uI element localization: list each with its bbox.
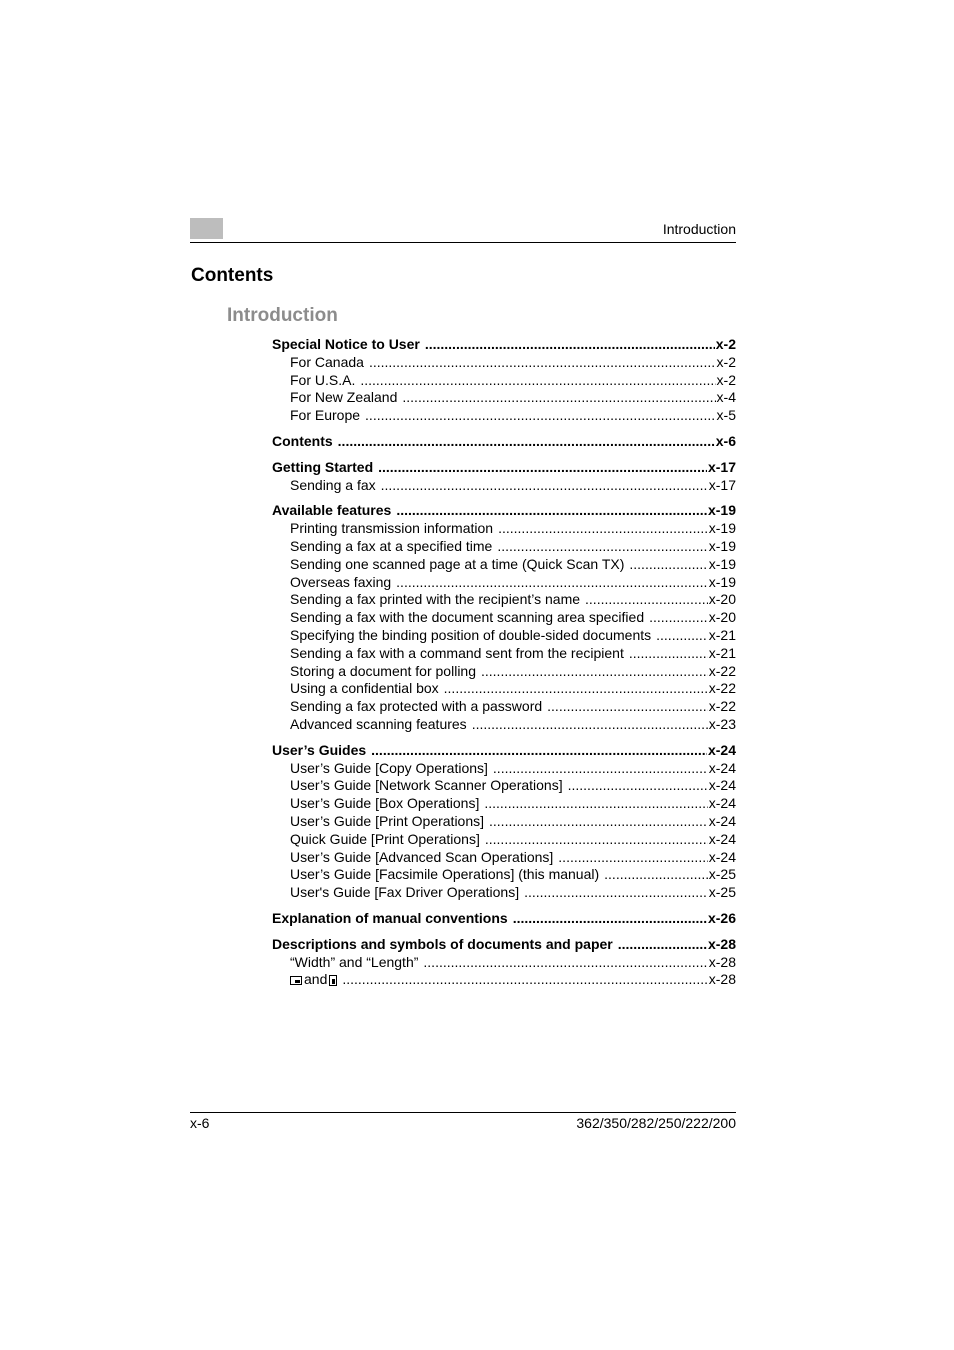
toc-subentry[interactable] xyxy=(272,574,736,592)
portrait-paper-icon xyxy=(329,975,337,986)
dot-leader xyxy=(497,538,707,556)
toc-entry[interactable] xyxy=(272,459,736,477)
toc-page-number: x-2 xyxy=(716,353,736,370)
toc-page-number: x-17 xyxy=(708,476,736,493)
toc-page-number: x-19 xyxy=(708,555,736,572)
dot-leader xyxy=(342,971,707,989)
toc-entry-title: Sending a fax printed with the recipient’s name xyxy=(290,591,581,608)
toc-subentry[interactable] xyxy=(272,520,736,538)
toc-page-number: x-25 xyxy=(708,884,736,901)
toc-group xyxy=(272,910,736,928)
table-of-contents xyxy=(272,336,736,997)
toc-page-number: x-24 xyxy=(708,777,736,794)
toc-entry-title: Getting Started xyxy=(272,458,374,475)
toc-subentry[interactable] xyxy=(272,609,736,627)
toc-entry-title: User’s Guide [Box Operations] xyxy=(290,795,480,812)
toc-page-number: x-24 xyxy=(708,830,736,847)
toc-entry-title: Sending a fax at a specified time xyxy=(290,537,493,554)
dot-leader xyxy=(338,433,715,451)
dot-leader xyxy=(396,502,707,520)
toc-group xyxy=(272,502,736,733)
toc-entry-title: Sending a fax xyxy=(290,476,376,493)
dot-leader xyxy=(649,609,708,627)
toc-subentry[interactable] xyxy=(272,760,736,778)
dot-leader xyxy=(498,520,708,538)
toc-entry-title: Sending one scanned page at a time (Quick Scan TX) xyxy=(290,555,625,572)
dot-leader xyxy=(425,336,715,354)
footer-page-number: x-6 xyxy=(190,1115,210,1131)
toc-subentry[interactable] xyxy=(272,680,736,698)
toc-entry-title: User’s Guide [Facsimile Operations] (this manual) xyxy=(290,866,600,883)
toc-entry-title: Sending a fax with a command sent from the recipient xyxy=(290,644,624,661)
toc-page-number: x-26 xyxy=(707,909,736,926)
toc-group xyxy=(272,742,736,902)
toc-page-number: x-20 xyxy=(708,591,736,608)
toc-entry-title: Sending a fax protected with a password xyxy=(290,698,543,715)
dot-leader xyxy=(423,954,707,972)
dot-leader xyxy=(472,716,708,734)
toc-subentry[interactable] xyxy=(272,538,736,556)
toc-subentry[interactable] xyxy=(272,831,736,849)
toc-page-number: x-6 xyxy=(715,432,736,449)
dot-leader xyxy=(629,645,708,663)
toc-page-number: x-2 xyxy=(716,371,736,388)
header-divider xyxy=(190,242,736,243)
toc-entry-title: User’s Guide [Copy Operations] xyxy=(290,759,488,776)
dot-leader xyxy=(656,627,708,645)
toc-page-number: x-23 xyxy=(708,715,736,732)
toc-entry-title: For Canada xyxy=(290,353,364,370)
dot-leader xyxy=(604,866,708,884)
toc-entry-title: Descriptions and symbols of documents and paper xyxy=(272,935,613,952)
toc-entry-title: Contents xyxy=(272,432,333,449)
footer-divider xyxy=(190,1112,736,1113)
toc-entry-title: Advanced scanning features xyxy=(290,715,467,732)
dot-leader xyxy=(484,795,707,813)
toc-entry-title: Storing a document for polling xyxy=(290,662,476,679)
dot-leader xyxy=(513,910,707,928)
toc-entry-title: Special Notice to User xyxy=(272,336,420,352)
toc-page-number: x-22 xyxy=(708,680,736,697)
toc-page-number: x-28 xyxy=(708,953,736,970)
toc-entry-title: User’s Guide [Network Scanner Operations] xyxy=(290,777,563,794)
toc-subentry[interactable] xyxy=(272,698,736,716)
section-title: Introduction xyxy=(227,305,338,326)
toc-group xyxy=(272,433,736,451)
toc-group xyxy=(272,336,736,425)
dot-leader xyxy=(378,459,707,477)
dot-leader xyxy=(369,354,716,372)
toc-subentry[interactable] xyxy=(272,954,736,972)
toc-subentry[interactable] xyxy=(272,813,736,831)
toc-entry[interactable] xyxy=(272,336,736,354)
toc-page-number: x-19 xyxy=(708,537,736,554)
page-title: Contents xyxy=(191,265,274,286)
toc-subentry[interactable] xyxy=(272,645,736,663)
toc-subentry[interactable] xyxy=(272,795,736,813)
toc-entry-title: Specifying the binding position of double-sided documents xyxy=(290,626,652,643)
toc-page-number: x-22 xyxy=(708,662,736,679)
dot-leader xyxy=(371,742,707,760)
toc-entry-title: Quick Guide [Print Operations] xyxy=(290,830,480,847)
toc-page-number: x-20 xyxy=(708,609,736,626)
toc-subentry[interactable] xyxy=(272,372,736,390)
toc-subentry[interactable] xyxy=(272,971,736,989)
toc-page-number: x-5 xyxy=(716,407,736,424)
toc-entry-title: Sending a fax with the document scanning area specified xyxy=(290,609,645,626)
toc-subentry[interactable] xyxy=(272,354,736,372)
toc-entry-title: User’s Guide [Advanced Scan Operations] xyxy=(290,848,554,865)
toc-entry-title: Overseas faxing xyxy=(290,573,392,590)
toc-entry-title: Available features xyxy=(272,502,392,519)
toc-page-number: x-24 xyxy=(708,812,736,829)
footer-model-numbers: 362/350/282/250/222/200 xyxy=(576,1115,736,1131)
dot-leader xyxy=(629,556,707,574)
toc-entry-title: Explanation of manual conventions xyxy=(272,909,508,926)
toc-page-number: x-24 xyxy=(708,848,736,865)
toc-page-number: x-24 xyxy=(707,741,736,758)
toc-group xyxy=(272,459,736,495)
dot-leader xyxy=(444,680,708,698)
toc-entry-title: For New Zealand xyxy=(290,389,398,406)
toc-entry-title: “Width” and “Length” xyxy=(290,953,419,970)
dot-leader xyxy=(618,936,707,954)
toc-entry[interactable] xyxy=(272,742,736,760)
dot-leader xyxy=(585,591,708,609)
toc-entry-title-with-icons xyxy=(290,971,337,989)
toc-page-number: x-2 xyxy=(715,336,736,352)
dot-leader xyxy=(524,884,708,902)
dot-leader xyxy=(489,813,708,831)
dot-leader xyxy=(481,663,708,681)
toc-subentry[interactable] xyxy=(272,389,736,407)
toc-page-number: x-28 xyxy=(707,935,736,952)
toc-subentry[interactable] xyxy=(272,884,736,902)
toc-page-number: x-19 xyxy=(707,502,736,519)
header-tab-marker xyxy=(190,218,223,239)
dot-leader xyxy=(547,698,708,716)
dot-leader xyxy=(381,477,708,495)
dot-leader xyxy=(568,777,708,795)
toc-subentry[interactable] xyxy=(272,849,736,867)
toc-entry[interactable] xyxy=(272,936,736,954)
toc-subentry[interactable] xyxy=(272,866,736,884)
toc-subentry[interactable] xyxy=(272,627,736,645)
toc-page-number: x-19 xyxy=(708,573,736,590)
dot-leader xyxy=(396,574,708,592)
toc-page-number: x-22 xyxy=(708,698,736,715)
toc-subentry[interactable] xyxy=(272,663,736,681)
toc-page-number: x-24 xyxy=(708,795,736,812)
toc-page-number: x-17 xyxy=(707,458,736,475)
landscape-paper-icon xyxy=(290,976,302,985)
toc-page-number: x-28 xyxy=(708,971,736,988)
toc-entry[interactable] xyxy=(272,433,736,451)
toc-entry-title: For Europe xyxy=(290,407,361,424)
toc-entry-title: User’s Guides xyxy=(272,741,367,758)
toc-entry[interactable] xyxy=(272,502,736,520)
toc-subentry[interactable] xyxy=(272,591,736,609)
dot-leader xyxy=(360,372,715,390)
toc-entry-title: Using a confidential box xyxy=(290,680,439,697)
dot-leader xyxy=(558,849,707,867)
dot-leader xyxy=(493,760,708,778)
dot-leader xyxy=(402,389,715,407)
toc-subentry[interactable] xyxy=(272,477,736,495)
toc-subentry[interactable] xyxy=(272,407,736,425)
toc-subentry[interactable] xyxy=(272,716,736,734)
toc-entry-title: Printing transmission information xyxy=(290,520,494,537)
toc-page-number: x-21 xyxy=(708,644,736,661)
toc-page-number: x-4 xyxy=(716,389,736,406)
toc-entry-title: User’s Guide [Print Operations] xyxy=(290,812,485,829)
toc-subentry[interactable] xyxy=(272,777,736,795)
toc-page-number: x-25 xyxy=(708,866,736,883)
toc-page-number: x-21 xyxy=(708,626,736,643)
header-section-name: Introduction xyxy=(662,221,736,237)
toc-entry-title: and xyxy=(304,971,328,988)
dot-leader xyxy=(365,407,716,425)
dot-leader xyxy=(485,831,708,849)
toc-group xyxy=(272,936,736,989)
toc-page-number: x-19 xyxy=(708,520,736,537)
toc-subentry[interactable] xyxy=(272,556,736,574)
toc-entry[interactable] xyxy=(272,910,736,928)
toc-entry-title: User's Guide [Fax Driver Operations] xyxy=(290,884,520,901)
toc-page-number: x-24 xyxy=(708,759,736,776)
toc-entry-title: For U.S.A. xyxy=(290,371,356,388)
